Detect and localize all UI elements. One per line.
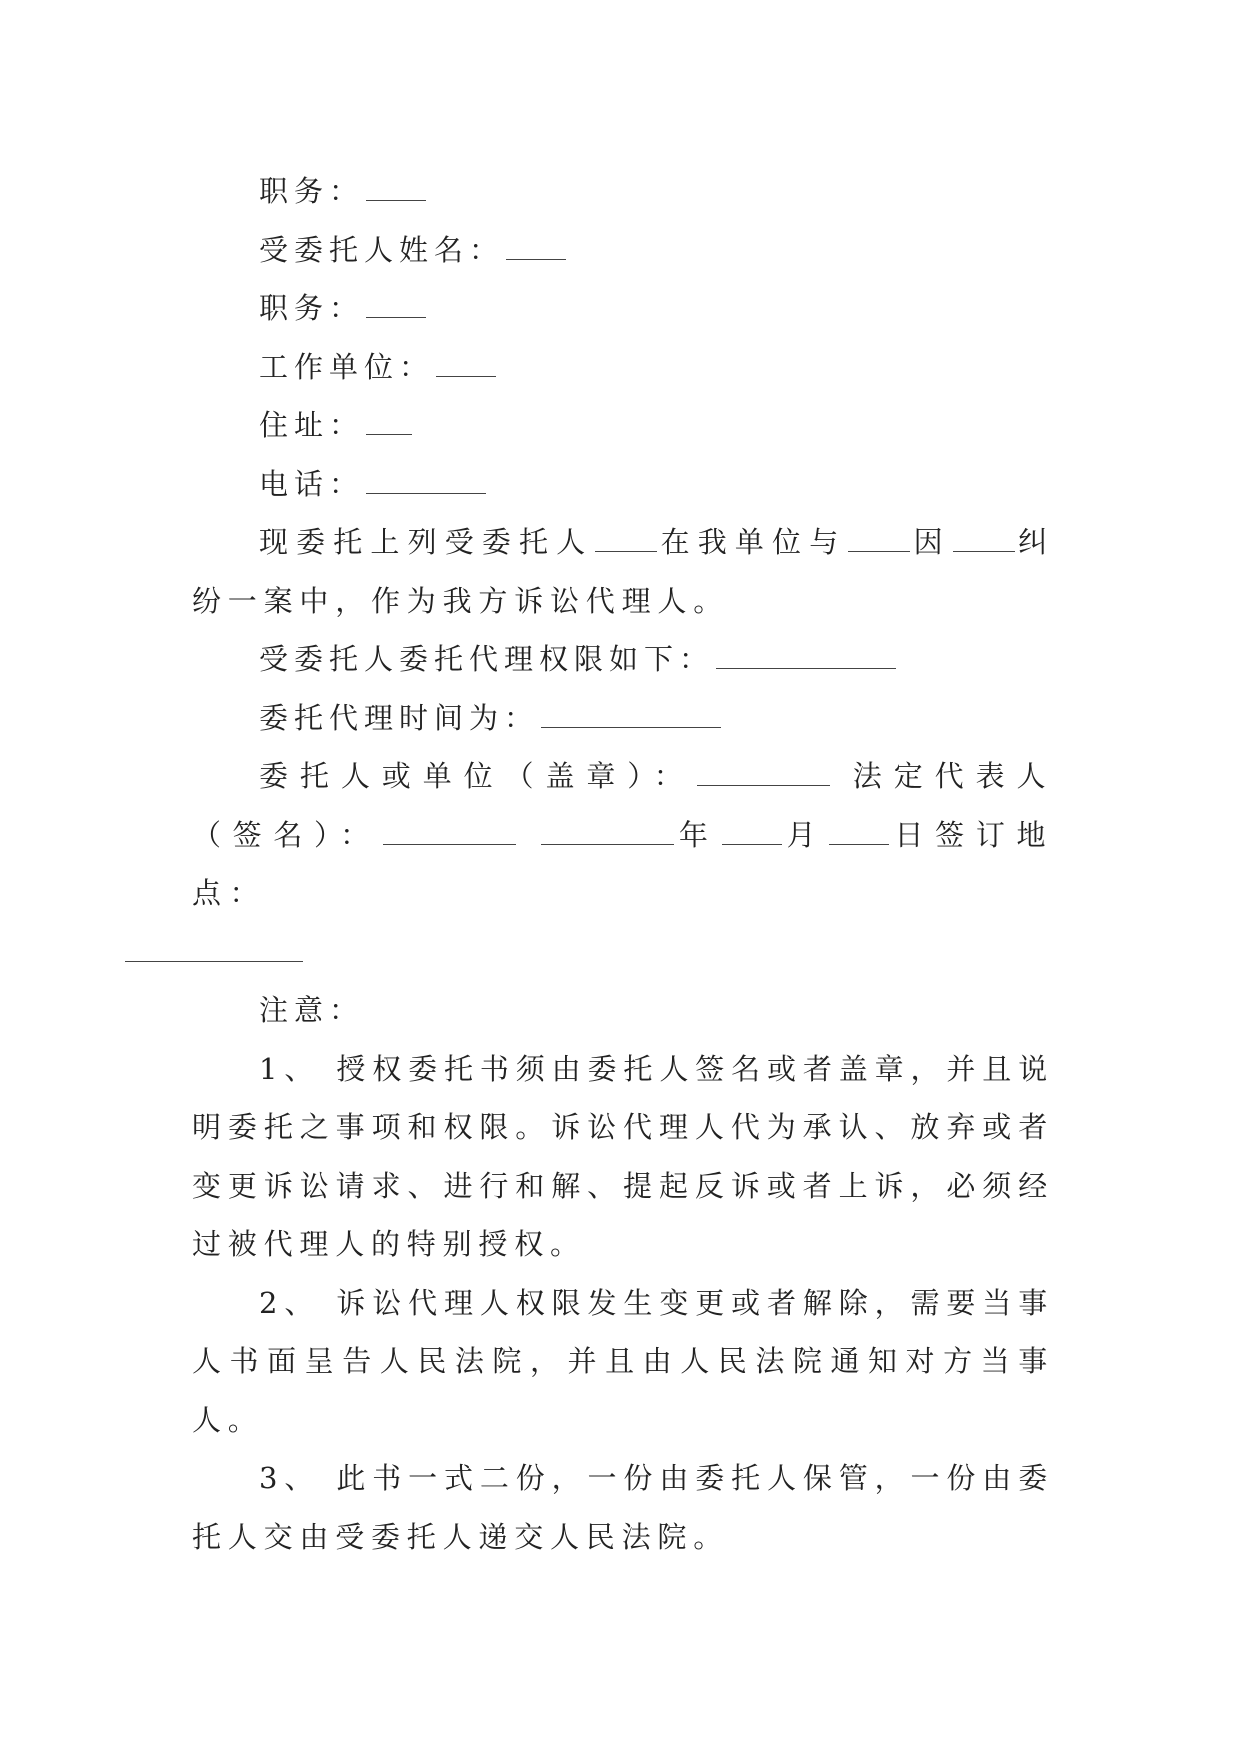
signature-block: [192, 747, 1054, 981]
fill-blank[interactable]: [541, 822, 674, 845]
field-label: 受委托人委托代理权限如下：: [259, 642, 715, 676]
fill-blank[interactable]: [383, 822, 516, 845]
field-label: 职务：: [259, 291, 365, 325]
fill-blank[interactable]: [716, 646, 896, 669]
field-agent-position: [192, 279, 1054, 338]
fill-blank[interactable]: [436, 354, 496, 377]
field-label: 职务：: [259, 174, 365, 208]
note-item: 1、 授权委托书须由委托人签名或者盖章，并且说明委托之事项和权限。诉讼代理人代为承认、放弃或者变更诉讼请求、进行和解、提起反诉或者上诉，必须经过被代理人的特别授权。: [192, 1051, 1054, 1261]
fill-blank[interactable]: [697, 763, 830, 786]
fill-blank[interactable]: [829, 822, 889, 845]
field-label: 电话：: [259, 466, 365, 501]
statement-text: 纠纷一案中，作为我方诉讼代理人。: [192, 525, 1054, 618]
field-label: 受委托人姓名：: [259, 232, 505, 267]
document-page: [192, 162, 1054, 1566]
field-agent-name: [192, 221, 1054, 280]
note-item: 2、 诉讼代理人权限发生变更或者解除，需要当事人书面呈告人民法院，并且由人民法院通知对方当事人。: [192, 1285, 1054, 1437]
field-authority: [192, 630, 1054, 689]
field-label: 委托代理时间为：: [259, 700, 540, 735]
note-item: 3、 此书一式二份，一份由委托人保管，一份由委托人交由受委托人递交人民法院。: [192, 1461, 1054, 1554]
field-address: [192, 396, 1054, 455]
field-period: [192, 689, 1054, 748]
fill-blank[interactable]: [541, 705, 721, 728]
fill-blank[interactable]: [366, 471, 486, 494]
fill-blank[interactable]: [953, 529, 1015, 552]
fill-blank[interactable]: [722, 822, 782, 845]
field-label: 工作单位：: [259, 349, 435, 384]
fill-blank[interactable]: [366, 412, 412, 435]
fill-blank[interactable]: [848, 529, 910, 552]
statement-text: 因: [912, 525, 951, 559]
fill-blank[interactable]: [125, 939, 303, 962]
fill-blank[interactable]: [595, 529, 657, 552]
year-label: 年: [675, 817, 720, 852]
entrust-statement: [192, 513, 1054, 630]
field-phone: [192, 455, 1054, 514]
statement-text: 在我单位与: [659, 525, 847, 559]
statement-text: 现委托上列受委托人: [259, 525, 594, 559]
field-position: [192, 162, 1054, 221]
month-label: 月: [783, 817, 828, 852]
fill-blank[interactable]: [366, 295, 426, 318]
notes-heading: 注意：: [259, 993, 365, 1027]
legal-rep-label: 法定代表人（签名）：: [192, 759, 1054, 852]
field-label: 住址：: [259, 408, 365, 442]
principal-label: 委托人或单位（盖章）：: [259, 759, 695, 793]
fill-blank[interactable]: [366, 178, 426, 201]
day-place-label: 日签订地点：: [192, 817, 1054, 910]
fill-blank[interactable]: [506, 237, 566, 260]
field-workplace: [192, 338, 1054, 397]
